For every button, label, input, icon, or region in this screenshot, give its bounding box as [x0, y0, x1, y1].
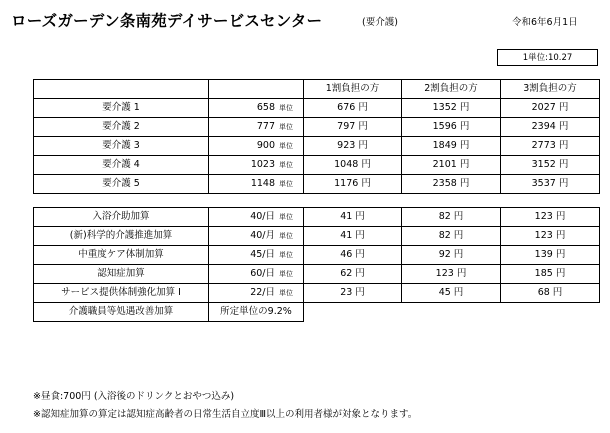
- fee-20pct: 92 円: [402, 246, 501, 265]
- table-row: [34, 227, 600, 246]
- care-level-label: 要介護 4: [34, 156, 209, 175]
- units-cell: 60/日 単位: [209, 265, 304, 284]
- header-cell-label: [34, 80, 209, 99]
- header-cell-10pct: 1割負担の方: [304, 80, 402, 99]
- fee-10pct: 23 円: [304, 284, 402, 303]
- fee-10pct: 62 円: [304, 265, 402, 284]
- units-cell: 900 単位: [209, 137, 304, 156]
- header-cell-units: [209, 80, 304, 99]
- effective-date: 令和6年6月1日: [512, 17, 578, 28]
- header-cell-20pct: 2割負担の方: [402, 80, 501, 99]
- empty-cell: [402, 303, 501, 322]
- fee-10pct: 1176 円: [304, 175, 402, 194]
- table-row: [34, 284, 600, 303]
- table-row: [34, 137, 600, 156]
- dementia-note: ※認知症加算の算定は認知症高齢者の日常生活自立度Ⅲ以上の利用者様が対象となります。: [33, 409, 418, 420]
- units-cell: 22/日 単位: [209, 284, 304, 303]
- fee-30pct: 123 円: [501, 208, 600, 227]
- units-cell: 1023 単位: [209, 156, 304, 175]
- fee-30pct: 68 円: [501, 284, 600, 303]
- addition-label: 入浴介助加算: [34, 208, 209, 227]
- fee-30pct: 3537 円: [501, 175, 600, 194]
- addition-label: 中重度ケア体制加算: [34, 246, 209, 265]
- fee-30pct: 3152 円: [501, 156, 600, 175]
- care-level-label: 要介護 5: [34, 175, 209, 194]
- unit-price-box: 1単位:10.27: [497, 49, 598, 66]
- fee-30pct: 123 円: [501, 227, 600, 246]
- care-level-tag: (要介護): [362, 17, 398, 28]
- table-row: [34, 265, 600, 284]
- fee-10pct: 46 円: [304, 246, 402, 265]
- table-row: [34, 208, 600, 227]
- percentage-cell: 所定単位の9.2%: [209, 303, 304, 322]
- units-cell: 777 単位: [209, 118, 304, 137]
- care-level-label: 要介護 1: [34, 99, 209, 118]
- addition-label: 介護職員等処遇改善加算: [34, 303, 209, 322]
- fee-20pct: 2101 円: [402, 156, 501, 175]
- addition-label: 認知症加算: [34, 265, 209, 284]
- care-level-label: 要介護 2: [34, 118, 209, 137]
- fee-20pct: 123 円: [402, 265, 501, 284]
- units-cell: 40/日 単位: [209, 208, 304, 227]
- units-cell: 658 単位: [209, 99, 304, 118]
- fee-20pct: 1352 円: [402, 99, 501, 118]
- fee-10pct: 676 円: [304, 99, 402, 118]
- fee-20pct: 1596 円: [402, 118, 501, 137]
- table-row: [34, 156, 600, 175]
- empty-cell: [501, 303, 600, 322]
- fee-10pct: 41 円: [304, 227, 402, 246]
- fee-10pct: 797 円: [304, 118, 402, 137]
- fee-20pct: 82 円: [402, 208, 501, 227]
- table-row: [34, 175, 600, 194]
- fee-20pct: 1849 円: [402, 137, 501, 156]
- table-row: [34, 99, 600, 118]
- fee-30pct: 2394 円: [501, 118, 600, 137]
- fee-30pct: 185 円: [501, 265, 600, 284]
- table-header-row: [34, 80, 600, 99]
- addition-label: (新)科学的介護推進加算: [34, 227, 209, 246]
- empty-cell: [304, 303, 402, 322]
- fee-20pct: 45 円: [402, 284, 501, 303]
- units-cell: 45/日 単位: [209, 246, 304, 265]
- header-cell-30pct: 3割負担の方: [501, 80, 600, 99]
- fee-30pct: 139 円: [501, 246, 600, 265]
- addition-label: サービス提供体制強化加算 I: [34, 284, 209, 303]
- table-row: [34, 118, 600, 137]
- fee-20pct: 82 円: [402, 227, 501, 246]
- units-cell: 40/月 単位: [209, 227, 304, 246]
- fee-20pct: 2358 円: [402, 175, 501, 194]
- fee-30pct: 2027 円: [501, 99, 600, 118]
- fee-10pct: 41 円: [304, 208, 402, 227]
- care-level-label: 要介護 3: [34, 137, 209, 156]
- table-row: [34, 246, 600, 265]
- base-fee-table: [33, 79, 600, 194]
- table-row: [34, 303, 600, 322]
- additional-fee-table: [33, 207, 600, 322]
- lunch-note: ※昼食:700円 (入浴後のドリンクとおやつ込み): [33, 391, 235, 402]
- page-title: ローズガーデン条南苑デイサービスセンター: [11, 12, 323, 30]
- fee-10pct: 923 円: [304, 137, 402, 156]
- fee-30pct: 2773 円: [501, 137, 600, 156]
- units-cell: 1148 単位: [209, 175, 304, 194]
- fee-10pct: 1048 円: [304, 156, 402, 175]
